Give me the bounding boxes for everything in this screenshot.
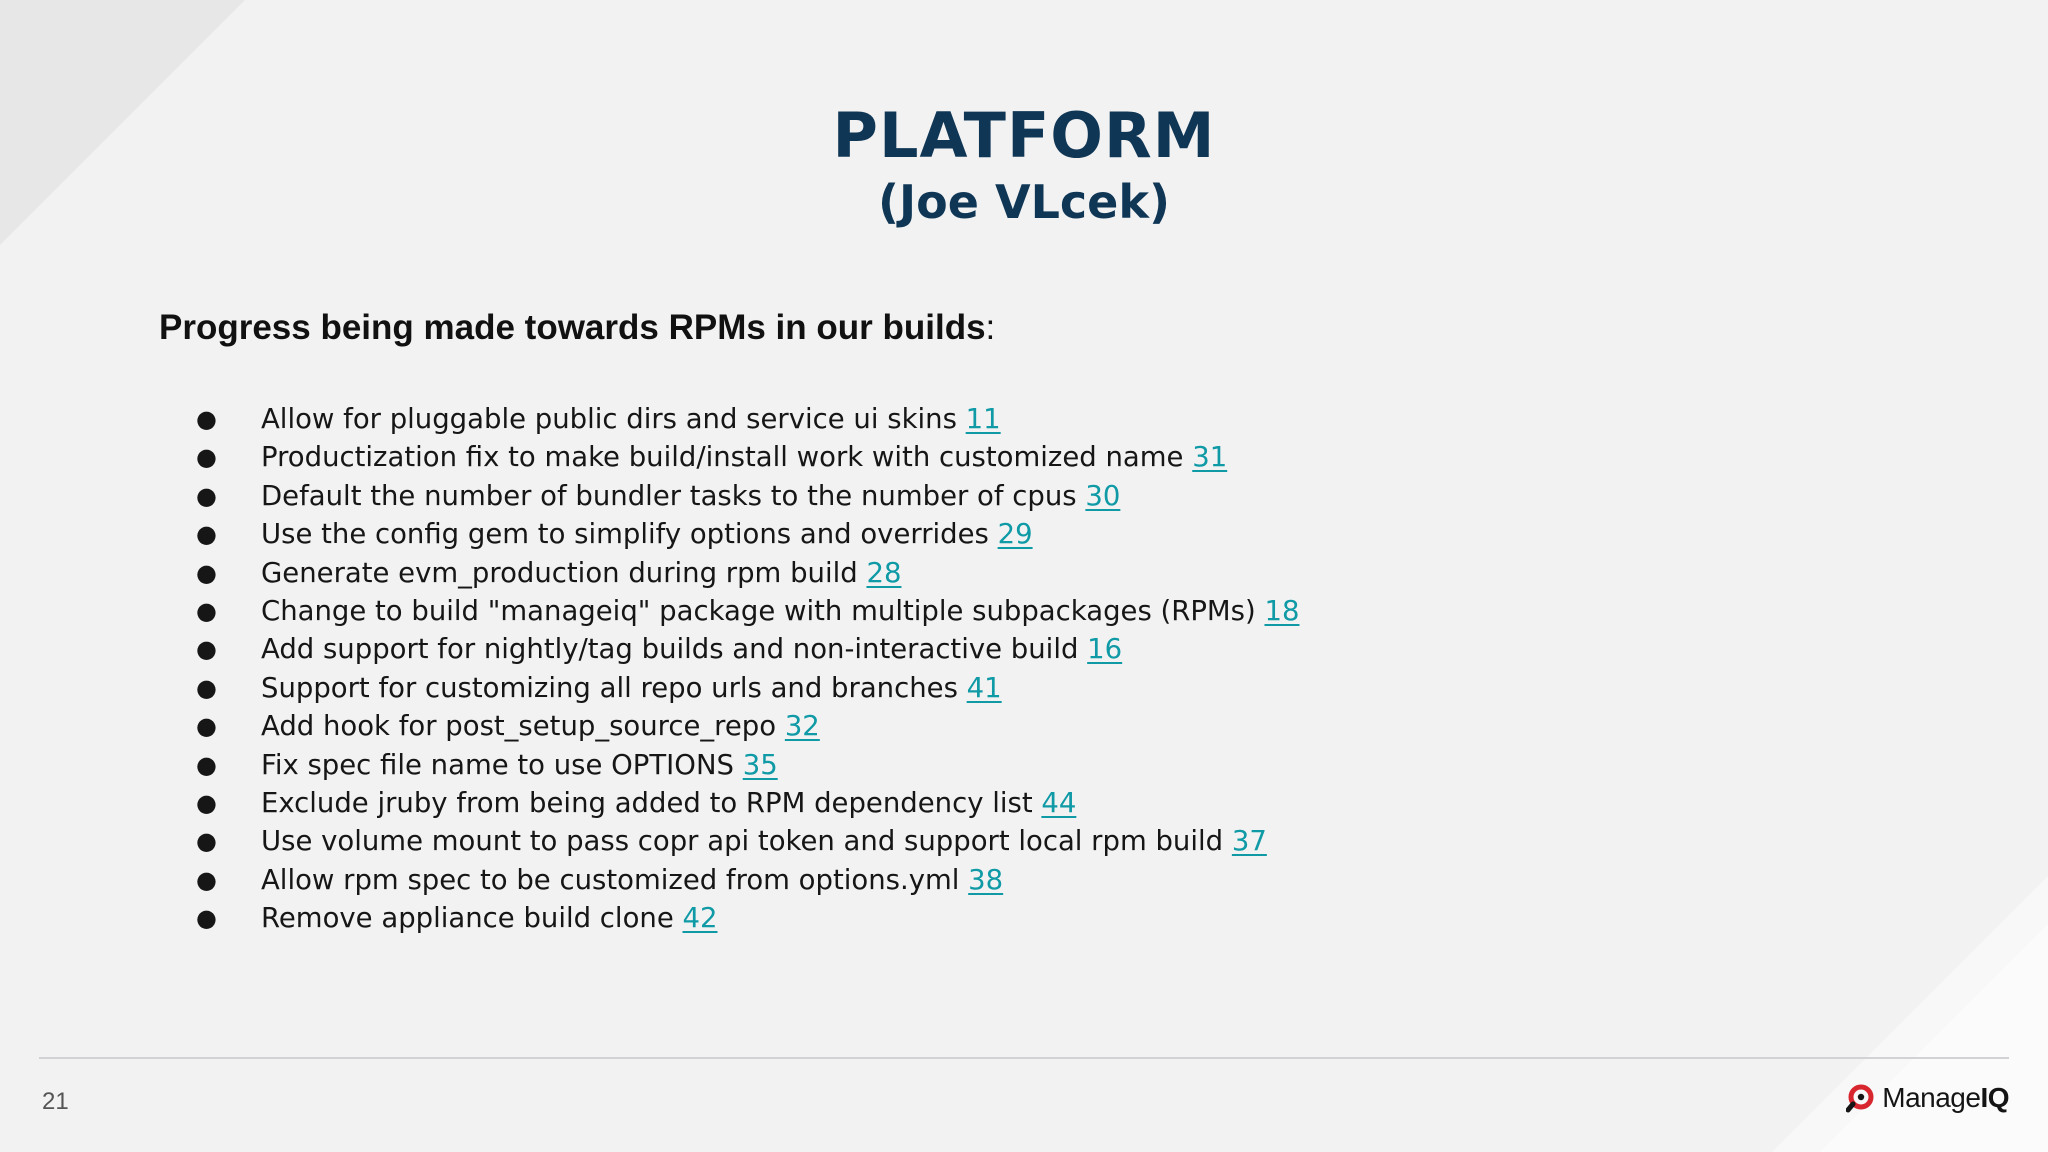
- bullet-icon: ●: [196, 558, 217, 587]
- list-item-content: [261, 784, 1076, 822]
- pull-request-link[interactable]: 11: [965, 403, 1001, 435]
- list-item-content: [261, 515, 1033, 553]
- list-item-content: [261, 592, 1299, 630]
- list-item-text: Support for customizing all repo urls and branches: [261, 671, 958, 704]
- list-item-content: [261, 554, 901, 592]
- bullet-icon: ●: [196, 904, 217, 933]
- bullet-icon: ●: [196, 827, 217, 856]
- logo-text-manage: Manage: [1882, 1082, 1981, 1113]
- manageiq-logo-icon: [1846, 1083, 1876, 1113]
- list-item-content: [261, 669, 1002, 707]
- list-item-text: Use volume mount to pass copr api token and support local rpm build: [261, 825, 1224, 858]
- list-item-text: Remove appliance build clone: [261, 902, 674, 935]
- bullet-icon: ●: [196, 673, 217, 702]
- pull-request-link[interactable]: 41: [966, 671, 1002, 704]
- pull-request-link[interactable]: 38: [968, 863, 1004, 896]
- list-item-text: Fix spec file name to use OPTIONS: [261, 748, 734, 781]
- list-item-content: [261, 746, 778, 784]
- intro-heading: [159, 304, 995, 352]
- pull-request-link[interactable]: 28: [866, 556, 902, 589]
- bullet-icon: ●: [196, 481, 217, 510]
- slide-title: PLATFORM: [832, 99, 1216, 172]
- list-item-content: [261, 630, 1122, 668]
- list-item-text: Add hook for post_setup_source_repo: [261, 710, 777, 743]
- list-item-content: [261, 477, 1120, 515]
- pull-request-link[interactable]: 44: [1041, 786, 1077, 819]
- bullet-icon: ●: [196, 635, 217, 664]
- logo-text-iq: IQ: [1980, 1082, 2009, 1113]
- list-item-content: [261, 822, 1267, 860]
- pull-request-link[interactable]: 42: [682, 902, 718, 935]
- list-item-content: [261, 707, 820, 745]
- logo-wordmark: [1882, 1082, 2009, 1114]
- intro-text: Progress being made towards RPMs in our builds: [159, 308, 986, 347]
- list-item-text: Allow rpm spec to be customized from options.yml: [261, 863, 960, 896]
- pull-request-link[interactable]: 18: [1264, 594, 1300, 627]
- list-item-text: Default the number of bundler tasks to the number of cpus: [261, 479, 1077, 512]
- footer-divider: [39, 1057, 2009, 1059]
- intro-colon: :: [985, 308, 996, 347]
- pull-request-link[interactable]: 31: [1192, 441, 1228, 474]
- bullet-icon: ●: [196, 405, 217, 433]
- pull-request-link[interactable]: 37: [1231, 825, 1267, 858]
- page-number: 21: [42, 1088, 69, 1115]
- bullet-icon: ●: [196, 596, 217, 625]
- list-item-content: [261, 861, 1003, 899]
- list-item-text: Allow for pluggable public dirs and service ui skins: [261, 403, 957, 435]
- bullet-icon: ●: [196, 788, 217, 817]
- bullet-icon: ●: [196, 750, 217, 779]
- pull-request-link[interactable]: 30: [1085, 479, 1121, 512]
- list-item-text: Generate evm_production during rpm build: [261, 556, 858, 589]
- manageiq-logo: [1846, 1082, 2009, 1114]
- list-item-content: [261, 400, 1001, 438]
- list-item-text: Change to build "manageiq" package with multiple subpackages (RPMs): [261, 594, 1256, 627]
- list-item-text: Use the config gem to simplify options and overrides: [261, 518, 989, 551]
- pull-request-link[interactable]: 29: [997, 518, 1033, 551]
- bullet-icon: ●: [196, 712, 217, 741]
- list-item-content: [261, 899, 718, 937]
- pull-request-link[interactable]: 32: [784, 710, 820, 743]
- slide-subtitle: (Joe VLcek): [878, 175, 1170, 229]
- list-item-content: [261, 438, 1227, 476]
- pull-request-link[interactable]: 16: [1087, 633, 1123, 666]
- bullet-icon: ●: [196, 443, 217, 472]
- bullet-icon: ●: [196, 520, 217, 549]
- bullet-icon: ●: [196, 865, 217, 894]
- list-item-text: Productization fix to make build/install work with customized name: [261, 441, 1184, 474]
- list-item-text: Exclude jruby from being added to RPM dependency list: [261, 786, 1033, 819]
- pull-request-link[interactable]: 35: [742, 748, 778, 781]
- list-item-text: Add support for nightly/tag builds and non-interactive build: [261, 633, 1079, 666]
